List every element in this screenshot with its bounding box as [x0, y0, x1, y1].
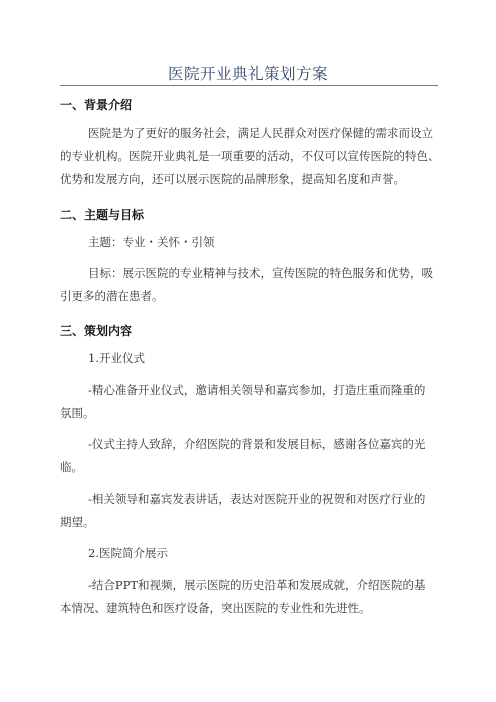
paragraph-line: 氛围。	[60, 406, 95, 420]
document-title: 医院开业典礼策划方案	[167, 65, 328, 83]
paragraph-line: 期望。	[60, 515, 95, 529]
paragraph-line: 1.开业仪式	[88, 351, 145, 365]
section-heading-plan-content: 三、策划内容	[60, 324, 133, 338]
section-heading-theme-goals: 二、主题与目标	[60, 208, 145, 222]
paragraph-line: -精心准备开业仪式，邀请相关领导和嘉宾参加，打造庄重而隆重的	[88, 383, 426, 397]
paragraph-line: 本情况、建筑特色和医疗设备，突出医院的专业性和先进性。	[60, 601, 371, 615]
paragraph-line: 临。	[60, 460, 83, 474]
paragraph-line: 2.医院简介展示	[88, 546, 168, 560]
paragraph-line: 的专业机构。医院开业典礼是一项重要的活动，不仅可以宣传医院的特色、	[60, 149, 440, 163]
title-divider	[60, 85, 438, 86]
paragraph-line: 目标：展示医院的专业精神与技术，宣传医院的特色服务和优势，吸	[88, 266, 433, 280]
paragraph-line: 优势和发展方向，还可以展示医院的品牌形象，提高知名度和声誉。	[60, 172, 405, 186]
section-heading-background: 一、背景介绍	[60, 98, 133, 112]
paragraph-line: 引更多的潜在患者。	[60, 289, 164, 303]
paragraph-line: 主题：专业・关怀・引领	[88, 235, 215, 249]
paragraph-line: -相关领导和嘉宾发表讲话，表达对医院开业的祝贺和对医疗行业的	[88, 492, 426, 506]
paragraph-line: -仪式主持人致辞，介绍医院的背景和发展目标，感谢各位嘉宾的光	[88, 437, 426, 451]
paragraph-line: -结合PPT和视频，展示医院的历史沿革和发展成就，介绍医院的基	[88, 578, 426, 592]
paragraph-line: 医院是为了更好的服务社会，满足人民群众对医疗保健的需求而设立	[88, 126, 433, 140]
